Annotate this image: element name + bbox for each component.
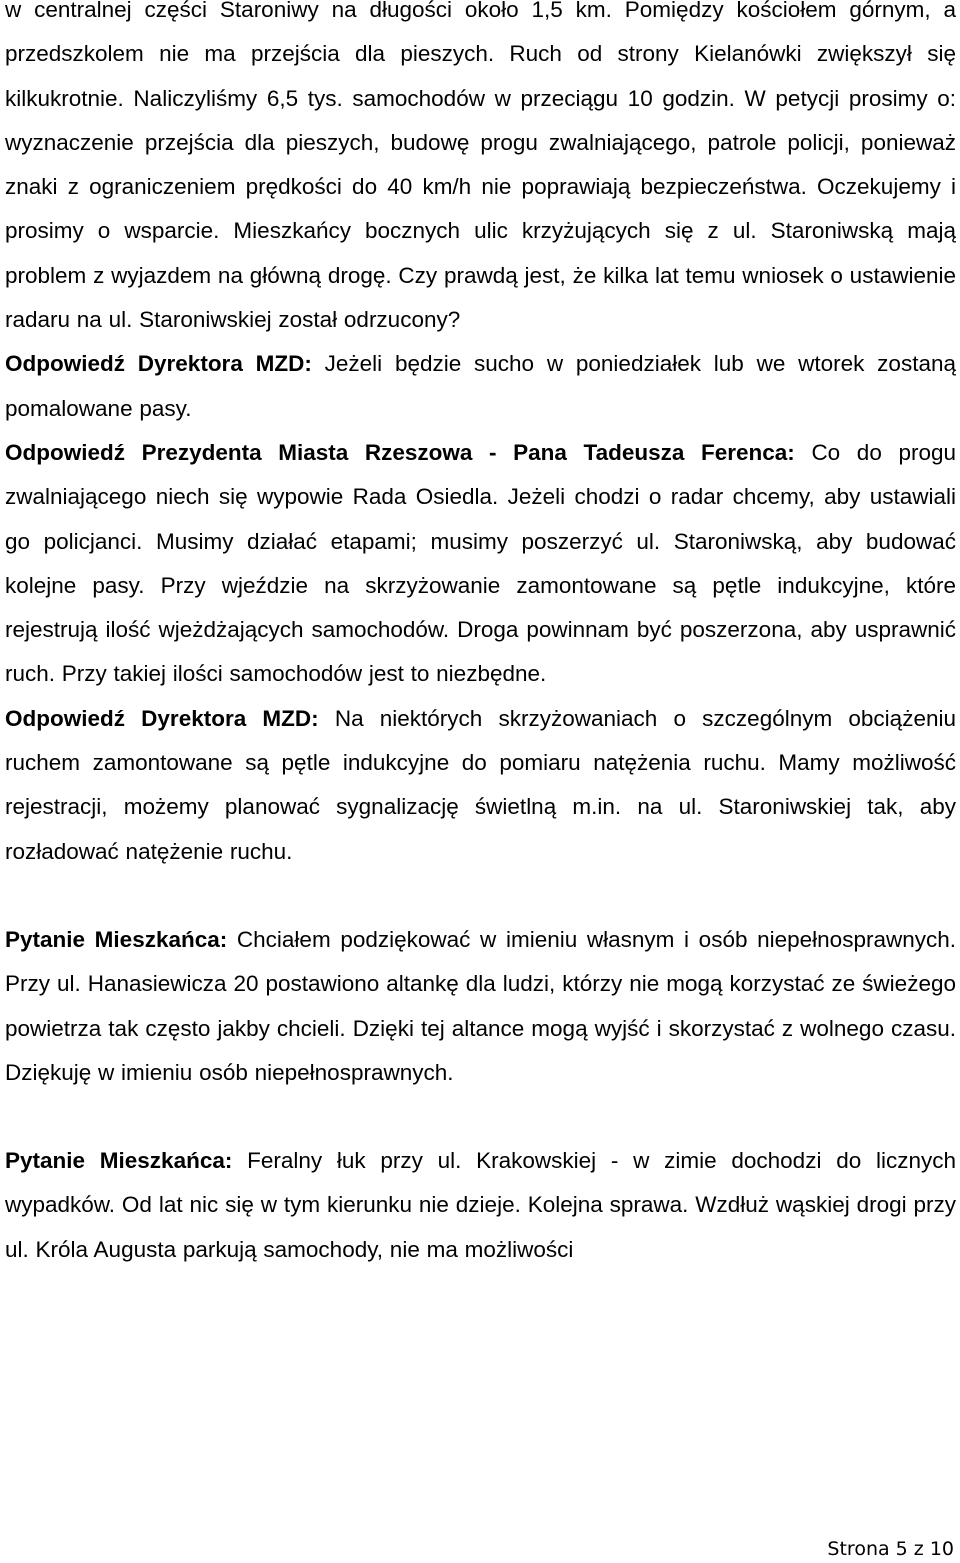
paragraph-resident-question-1 (5, 918, 956, 1095)
page-number: Strona 5 z 10 (827, 1538, 954, 1560)
speaker-label: Pytanie Mieszkańca: (5, 926, 228, 952)
speaker-label: Odpowiedź Prezydenta Miasta Rzeszowa - Pana Tadeusza Ferenca: (5, 439, 795, 465)
document-page (5, 0, 956, 1272)
paragraph-text: Na niektórych skrzyżowaniach o szczególnym obciążeniu ruchem zamontowane są pętle indukcyjne do pomiaru natężenia ruchu. Mamy możliwość rejestracji, możemy planować sygnalizację świetlną m.in. na ul. Staroniwskiej tak, aby rozładować natężenie ruchu. (5, 705, 956, 864)
paragraph-text: w centralnej części Staroniwy na długości około 1,5 km. Pomiędzy kościołem górnym, a przedszkolem nie ma przejścia dla pieszych. Ruch od strony Kielanówki zwiększył się kilkukrotnie. Naliczyliśmy 6,5 tys. samochodów w przeciągu 10 godzin. W petycji prosimy o: wyznaczenie przejścia dla pieszych, budowę progu zwalniającego, patrole policji, ponieważ znaki z ograniczeniem prędkości do 40 km/h nie poprawiają bezpieczeństwa. Oczekujemy i prosimy o wsparcie. Mieszkańcy bocznych ulic krzyżujących się z ul. Staroniwską mają problem z wyjazdem na główną drogę. Czy prawdą jest, że kilka lat temu wniosek o ustawienie radaru na ul. Staroniwskiej został odrzucony? (5, 0, 956, 333)
speaker-label: Odpowiedź Dyrektora MZD: (5, 705, 319, 731)
speaker-label: Odpowiedź Dyrektora MZD: (5, 351, 312, 377)
paragraph-resident-question-2 (5, 1139, 956, 1272)
paragraph-text: Chciałem podziękować w imieniu własnym i osób niepełnosprawnych. Przy ul. Hanasiewicza 20 postawiono altankę dla ludzi, którzy nie mogą korzystać ze świeżego powietrza tak często jakby chcieli. Dzięki tej altance mogą wyjść i skorzystać z wolnego czasu. Dziękuję w imieniu osób niepełnosprawnych. (5, 926, 956, 1085)
paragraph-answer-mzd-director-2 (5, 697, 956, 874)
speaker-label: Pytanie Mieszkańca: (5, 1148, 233, 1174)
paragraph-text: Jeżeli będzie sucho w poniedziałek lub we wtorek zostaną pomalowane pasy. (5, 351, 956, 421)
paragraph-answer-president (5, 431, 956, 697)
paragraph-text: Co do progu zwalniającego niech się wypowie Rada Osiedla. Jeżeli chodzi o radar chcemy, aby ustawiali go policjanci. Musimy działać etapami; musimy poszerzyć ul. Staroniwską, aby budować kolejne pasy. Przy wjeździe na skrzyżowanie zamontowane są pętle indukcyjne, które rejestrują ilość wjeżdżających samochodów. Droga powinnam być poszerzona, aby usprawnić ruch. Przy takiej ilości samochodów jest to niezbędne. (5, 439, 956, 687)
paragraph-text: Feralny łuk przy ul. Krakowskiej - w zimie dochodzi do licznych wypadków. Od lat nic się w tym kierunku nie dzieje. Kolejna sprawa. Wzdłuż wąskiej drogi przy ul. Króla Augusta parkują samochody, nie ma możliwości (5, 1148, 956, 1262)
paragraph-answer-mzd-director (5, 342, 956, 431)
paragraph-petition (5, 0, 956, 342)
